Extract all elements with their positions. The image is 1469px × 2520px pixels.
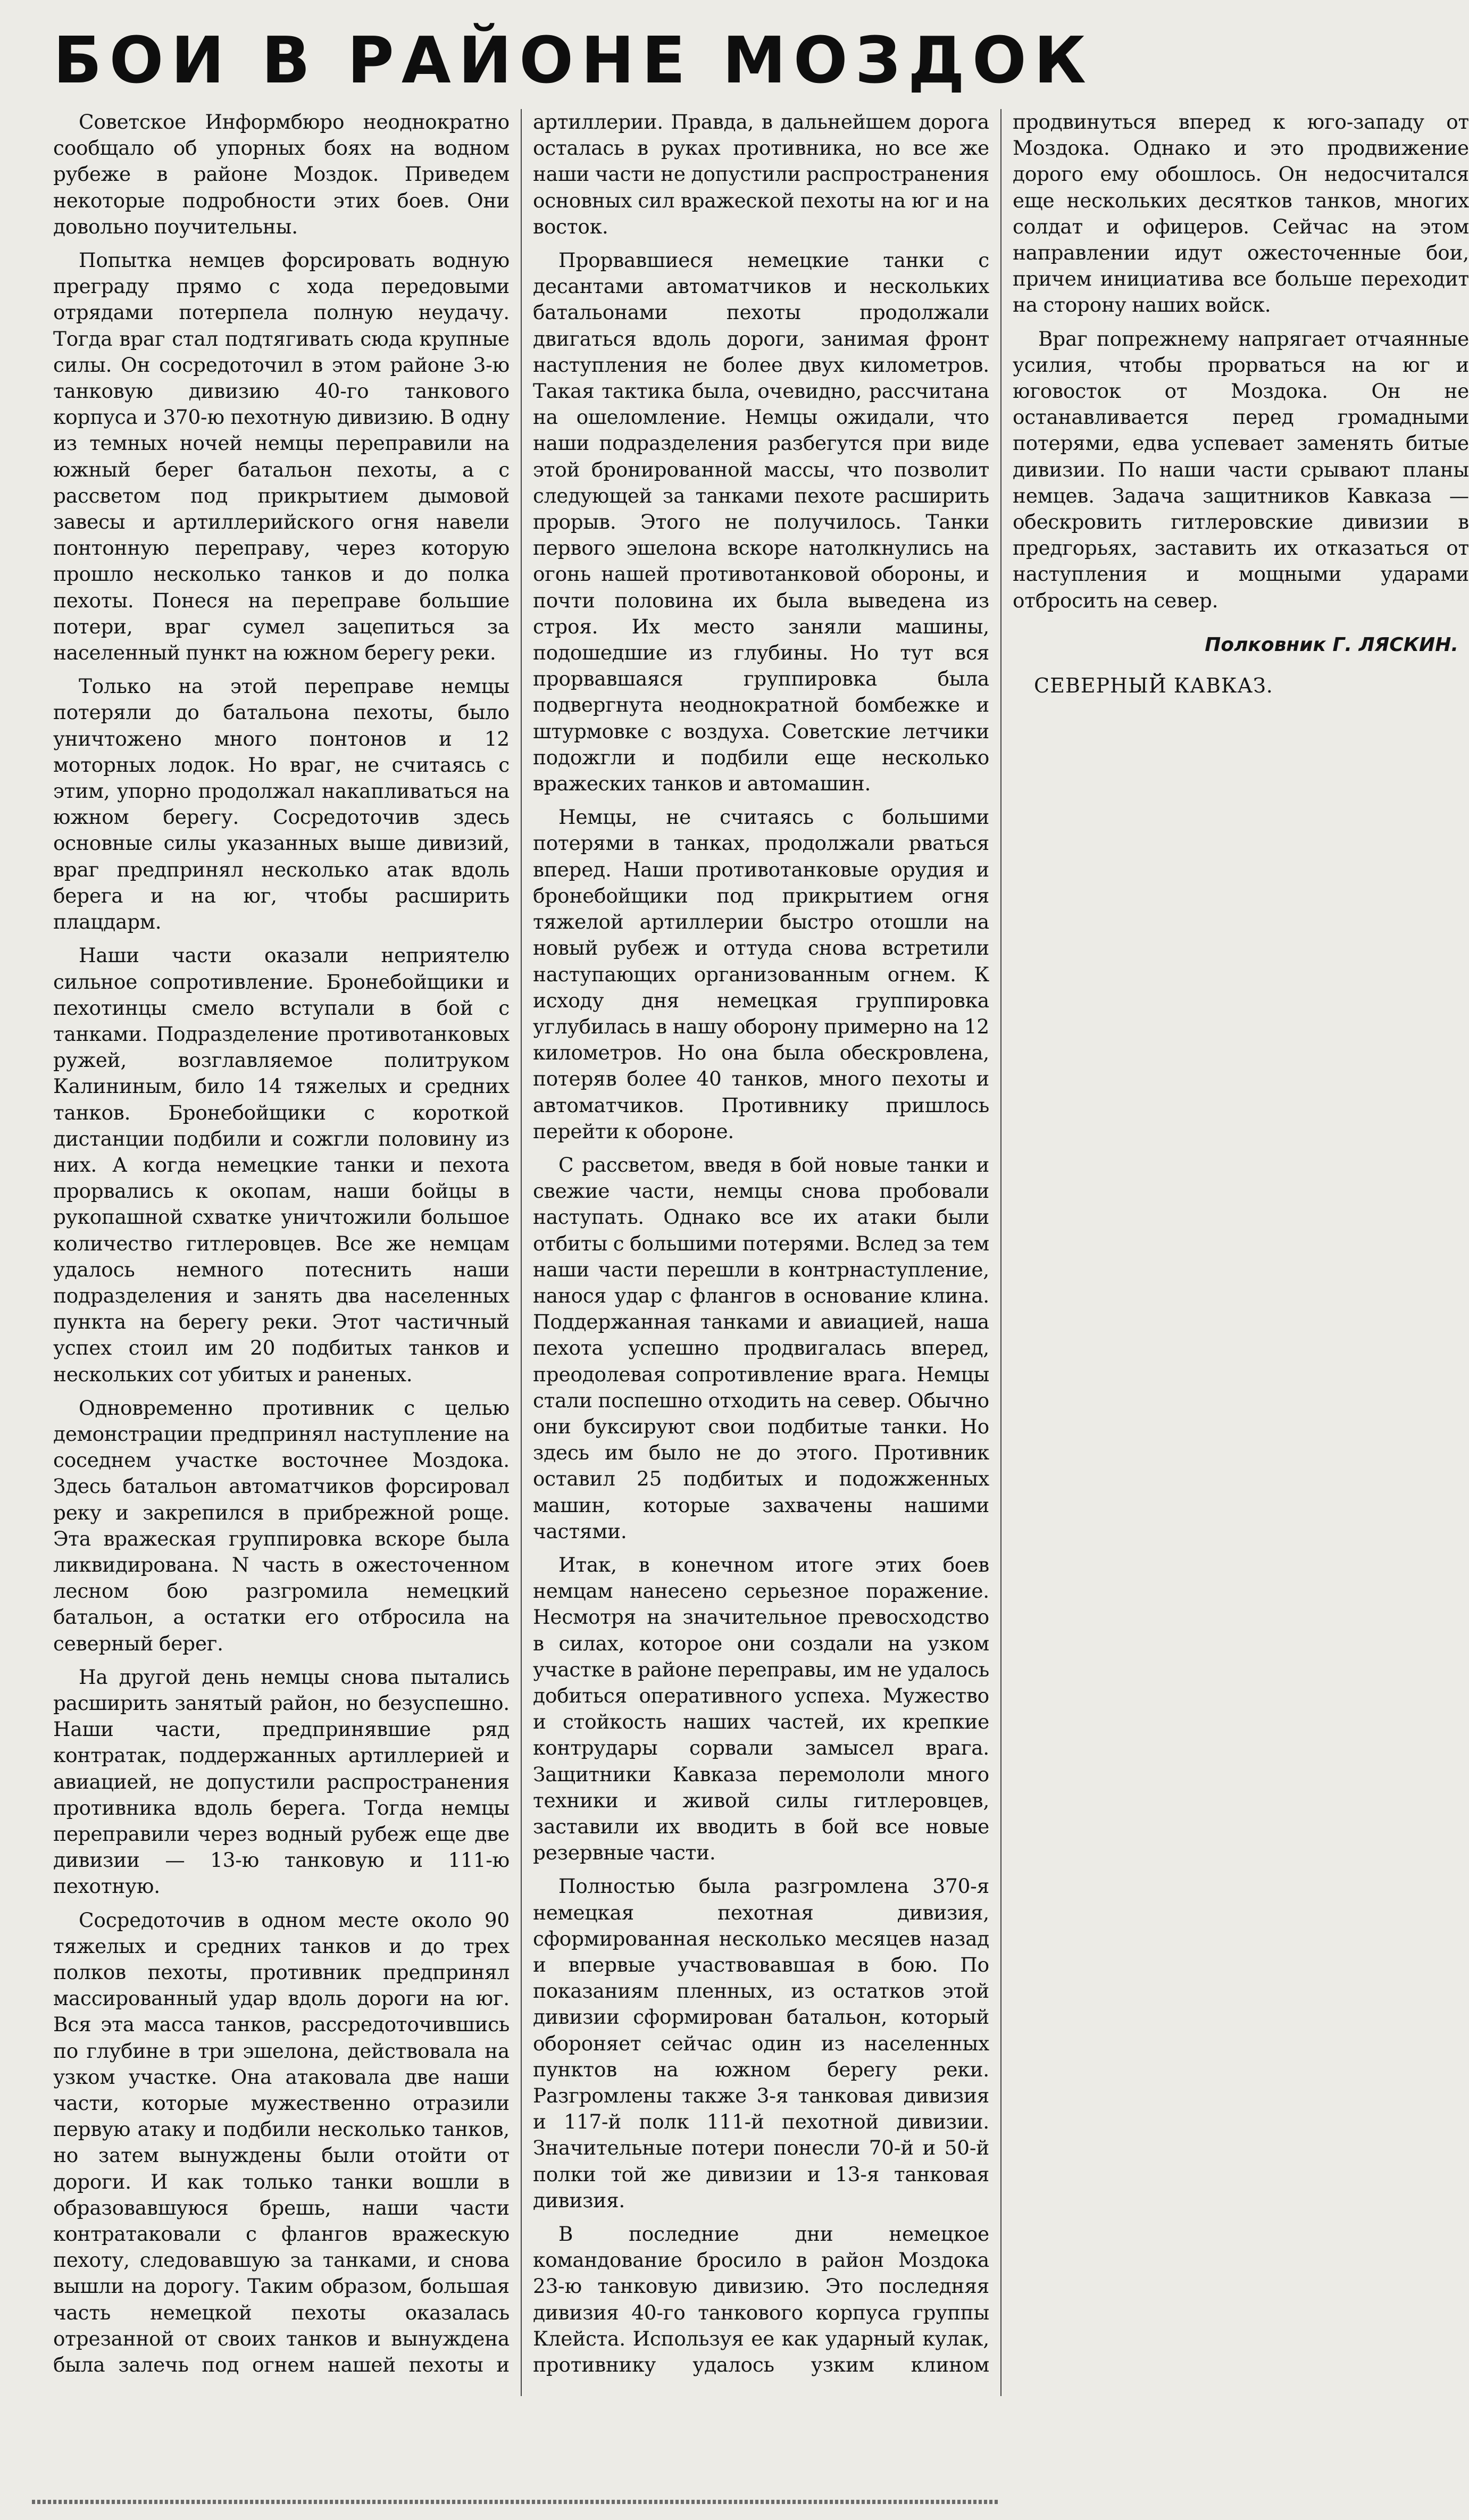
article-paragraph: Немцы, не считаясь с большими потерями в танках, продолжали рваться вперед. Наши противотанковые орудия и бронебойщики под прикрытием огня тяжелой артиллерии быстро отошли на новый рубеж и оттуда снова встретили наступающих организованным огнем. К исходу дня немецкая группировка углубилась в нашу оборону примерно на 12 километров. Но она была обескровлена, потеряв более 40 танков, много пехоты и автоматчиков. Противнику пришлось перейти к обороне. — [533, 805, 989, 1143]
article-headline: БОИ В РАЙОНЕ МОЗДОК — [53, 24, 1094, 98]
author-signature: Полковник Г. ЛЯСКИН. — [1205, 633, 1458, 656]
article-paragraph: С рассветом, введя в бой новые танки и свежие части, немцы снова пробовали наступать. Однако все их атаки были отбиты с большими потерями. Вслед за тем наши части перешли в контрнаступление, нанося удар с флангов в основание клина. Поддержанная танками и авиацией, наша пехота успешно продвигалась вперед, преодолевая сопротивление врага. Немцы стали поспешно отходить на север. Обычно они буксируют свои подбитые танки. Но здесь им было не до этого. Противник оставил 25 подбитых и подожженных машин, которые захвачены нашими частями. — [533, 1153, 989, 1543]
article-paragraph: Только на этой переправе немцы потеряли до батальона пехоты, было уничтожено много понтонов и 12 моторных лодок. Но враг, не считаясь с этим, упорно продолжал накапливаться на южном берегу. Сосредоточив здесь основные силы указанных выше дивизий, враг предпринял несколько атак вдоль берега и на юг, чтобы расширить плацдарм. — [53, 674, 510, 934]
article-paragraph: Наши части оказали неприятелю сильное сопротивление. Бронебойщики и пехотинцы смело вступали в бой с танками. Подразделение противотанковых ружей, возглавляемое политруком Калининым, било 14 тяжелых и средних танков. Бронебойщики с короткой дистанции подбили и сожгли половину из них. А когда немецкие танки и пехота прорвались к окопам, наши бойцы в рукопашной схватке уничтожили большое количество гитлеровцев. Все же немцам удалось немного потеснить наши подразделения и занять два населенных пункта на берегу реки. Этот частичный успех стоил им 20 подбитых танков и нескольких сот убитых и раненых. — [53, 944, 510, 1386]
article-paragraph: Итак, в конечном итоге этих боев немцам нанесено серьезное поражение. Несмотря на значительное превосходство в силах, которое они создали на узком участке в районе переправы, им не удалось добиться оперативного успеха. Мужество и стойкость наших частей, их крепкие контрудары сорвали замысел врага. Защитники Кавказа перемололи много техники и живой силы гитлеровцев, заставили их вводить в бой все новые резервные части. — [533, 1553, 989, 1865]
article-paragraph: В последние дни немецкое командование бросило в район Моздока 23-ю танковую дивизию. Это последняя дивизия 40-го танкового корпуса группы Клейста. Используя ее как ударный кулак, противнику удалось узким клином продвинуться вперед к юго-западу от Моздока. Однако и это продвижение дорого ему обошлось. Он недосчитался еще нескольких десятков танков, многих солдат и офицеров. Сейчас на этом направлении идут ожесточенные бои, причем инициатива все больше переходит на сторону наших войск. — [533, 110, 1469, 2377]
article-paragraph: Попытка немцев форсировать водную преграду прямо с хода передовыми отрядами потерпела полную неудачу. Тогда враг стал подтягивать сюда крупные силы. Он сосредоточил в этом районе 3-ю танковую дивизию 40-го танкового корпуса и 370-ю пехотную дивизию. В одну из темных ночей немцы переправили на южный берег батальон пехоты, а с рассветом под прикрытием дымовой завесы и артиллерийского огня навели понтонную переправу, через которую прошло несколько танков и до полка пехоты. Понеся на переправе большие потери, враг сумел зацепиться за населенный пункт на южном берегу реки. — [53, 248, 510, 665]
article-dateline: СЕВЕРНЫЙ КАВКАЗ. — [1034, 673, 1273, 697]
article-paragraph: Прорвавшиеся немецкие танки с десантами автоматчиков и нескольких батальонами пехоты продолжали двигаться вдоль дороги, занимая фронт наступления не более двух километров. Такая тактика была, очевидно, рассчитана на ошеломление. Немцы ожидали, что наши подразделения разбегутся при виде этой бронированной массы, что позволит следующей за танками пехоте расширить прорыв. Этого не получилось. Танки первого эшелона вскоре натолкнулись на огонь нашей противотанковой обороны, и почти половина их была выведена из строя. Их место заняли машины, подошедшие из глубины. Но тут вся прорвавшаяся группировка была подвергнута неоднократной бомбежке и штурмовке с воздуха. Советские летчики подожгли и подбили еще несколько вражеских танков и автомашин. — [533, 248, 989, 796]
article-paragraph: Советское Информбюро неоднократно сообщало об упорных боях на водном рубеже в районе Моздок. Приведем некоторые подробности этих боев. Они довольно поучительны. — [53, 110, 510, 238]
article-body — [53, 109, 1469, 2396]
article-paragraph: Полностью была разгромлена 370-я немецкая пехотная дивизия, сформированная несколько месяцев назад и впервые участвовавшая в бою. По показаниям пленных, из остатков этой дивизии сформирован батальон, который обороняет сейчас один из населенных пунктов на южном берегу реки. Разгромлены также 3-я танковая дивизия и 117-й полк 111-й пехотной дивизии. Значительные потери понесли 70-й и 50-й полки той же дивизии и 13-я танковая дивизия. — [533, 1874, 989, 2212]
article-paragraph: Одновременно противник с целью демонстрации предпринял наступление на соседнем участке восточнее Моздока. Здесь батальон автоматчиков форсировал реку и закрепился в прибрежной роще. Эта вражеская группировка вскоре была ликвидирована. N часть в ожесточенном лесном бою разгромила немецкий батальон, а остатки его отбросила на северный берег. — [53, 1396, 510, 1655]
article-paragraph: Враг попрежнему напрягает отчаянные усилия, чтобы прорваться на юг и юговосток от Моздока. Он не останавливается перед громадными потерями, едва успевает заменять битые дивизии. По наши части срывают планы немцев. Задача защитников Кавказа — обескровить гитлеровские дивизии в предгорьях, заставить их отказаться от наступления и мощными ударами отбросить на север. — [1013, 327, 1469, 612]
bottom-rule — [32, 2500, 1000, 2504]
article-paragraph: На другой день немцы снова пытались расширить занятый район, но безуспешно. Наши части, предпринявшие ряд контратак, поддержанных артиллерией и авиацией, не допустили распространения противника вдоль берега. Тогда немцы переправили через водный рубеж еще две дивизии — 13-ю танковую и 111-ю пехотную. — [53, 1665, 510, 1898]
article-paragraph: Сосредоточив в одном месте около 90 тяжелых и средних танков и до трех полков пехоты, противник предпринял массированный удар вдоль дороги на юг. Вся эта масса танков, рассредоточившись по глубине в три эшелона, действовала на узком участке. Она атаковала две наши части, которые мужественно отразили первую атаку и подбили несколько танков, но затем вынуждены были отойти от дороги. И как только танки вошли в образовавшуюся брешь, наши части контратаковали с флангов вражескую пехоту, следовавшую за танками, и снова вышли на дорогу. Таким образом, большая часть немецкой пехоты оказалась отрезанной от своих танков и вынуждена была залечь под огнем нашей пехоты и артиллерии. Правда, в дальнейшем дорога осталась в руках противника, но все же наши части не допустили распространения основных сил вражеской пехоты на юг и на восток. — [53, 110, 989, 2377]
